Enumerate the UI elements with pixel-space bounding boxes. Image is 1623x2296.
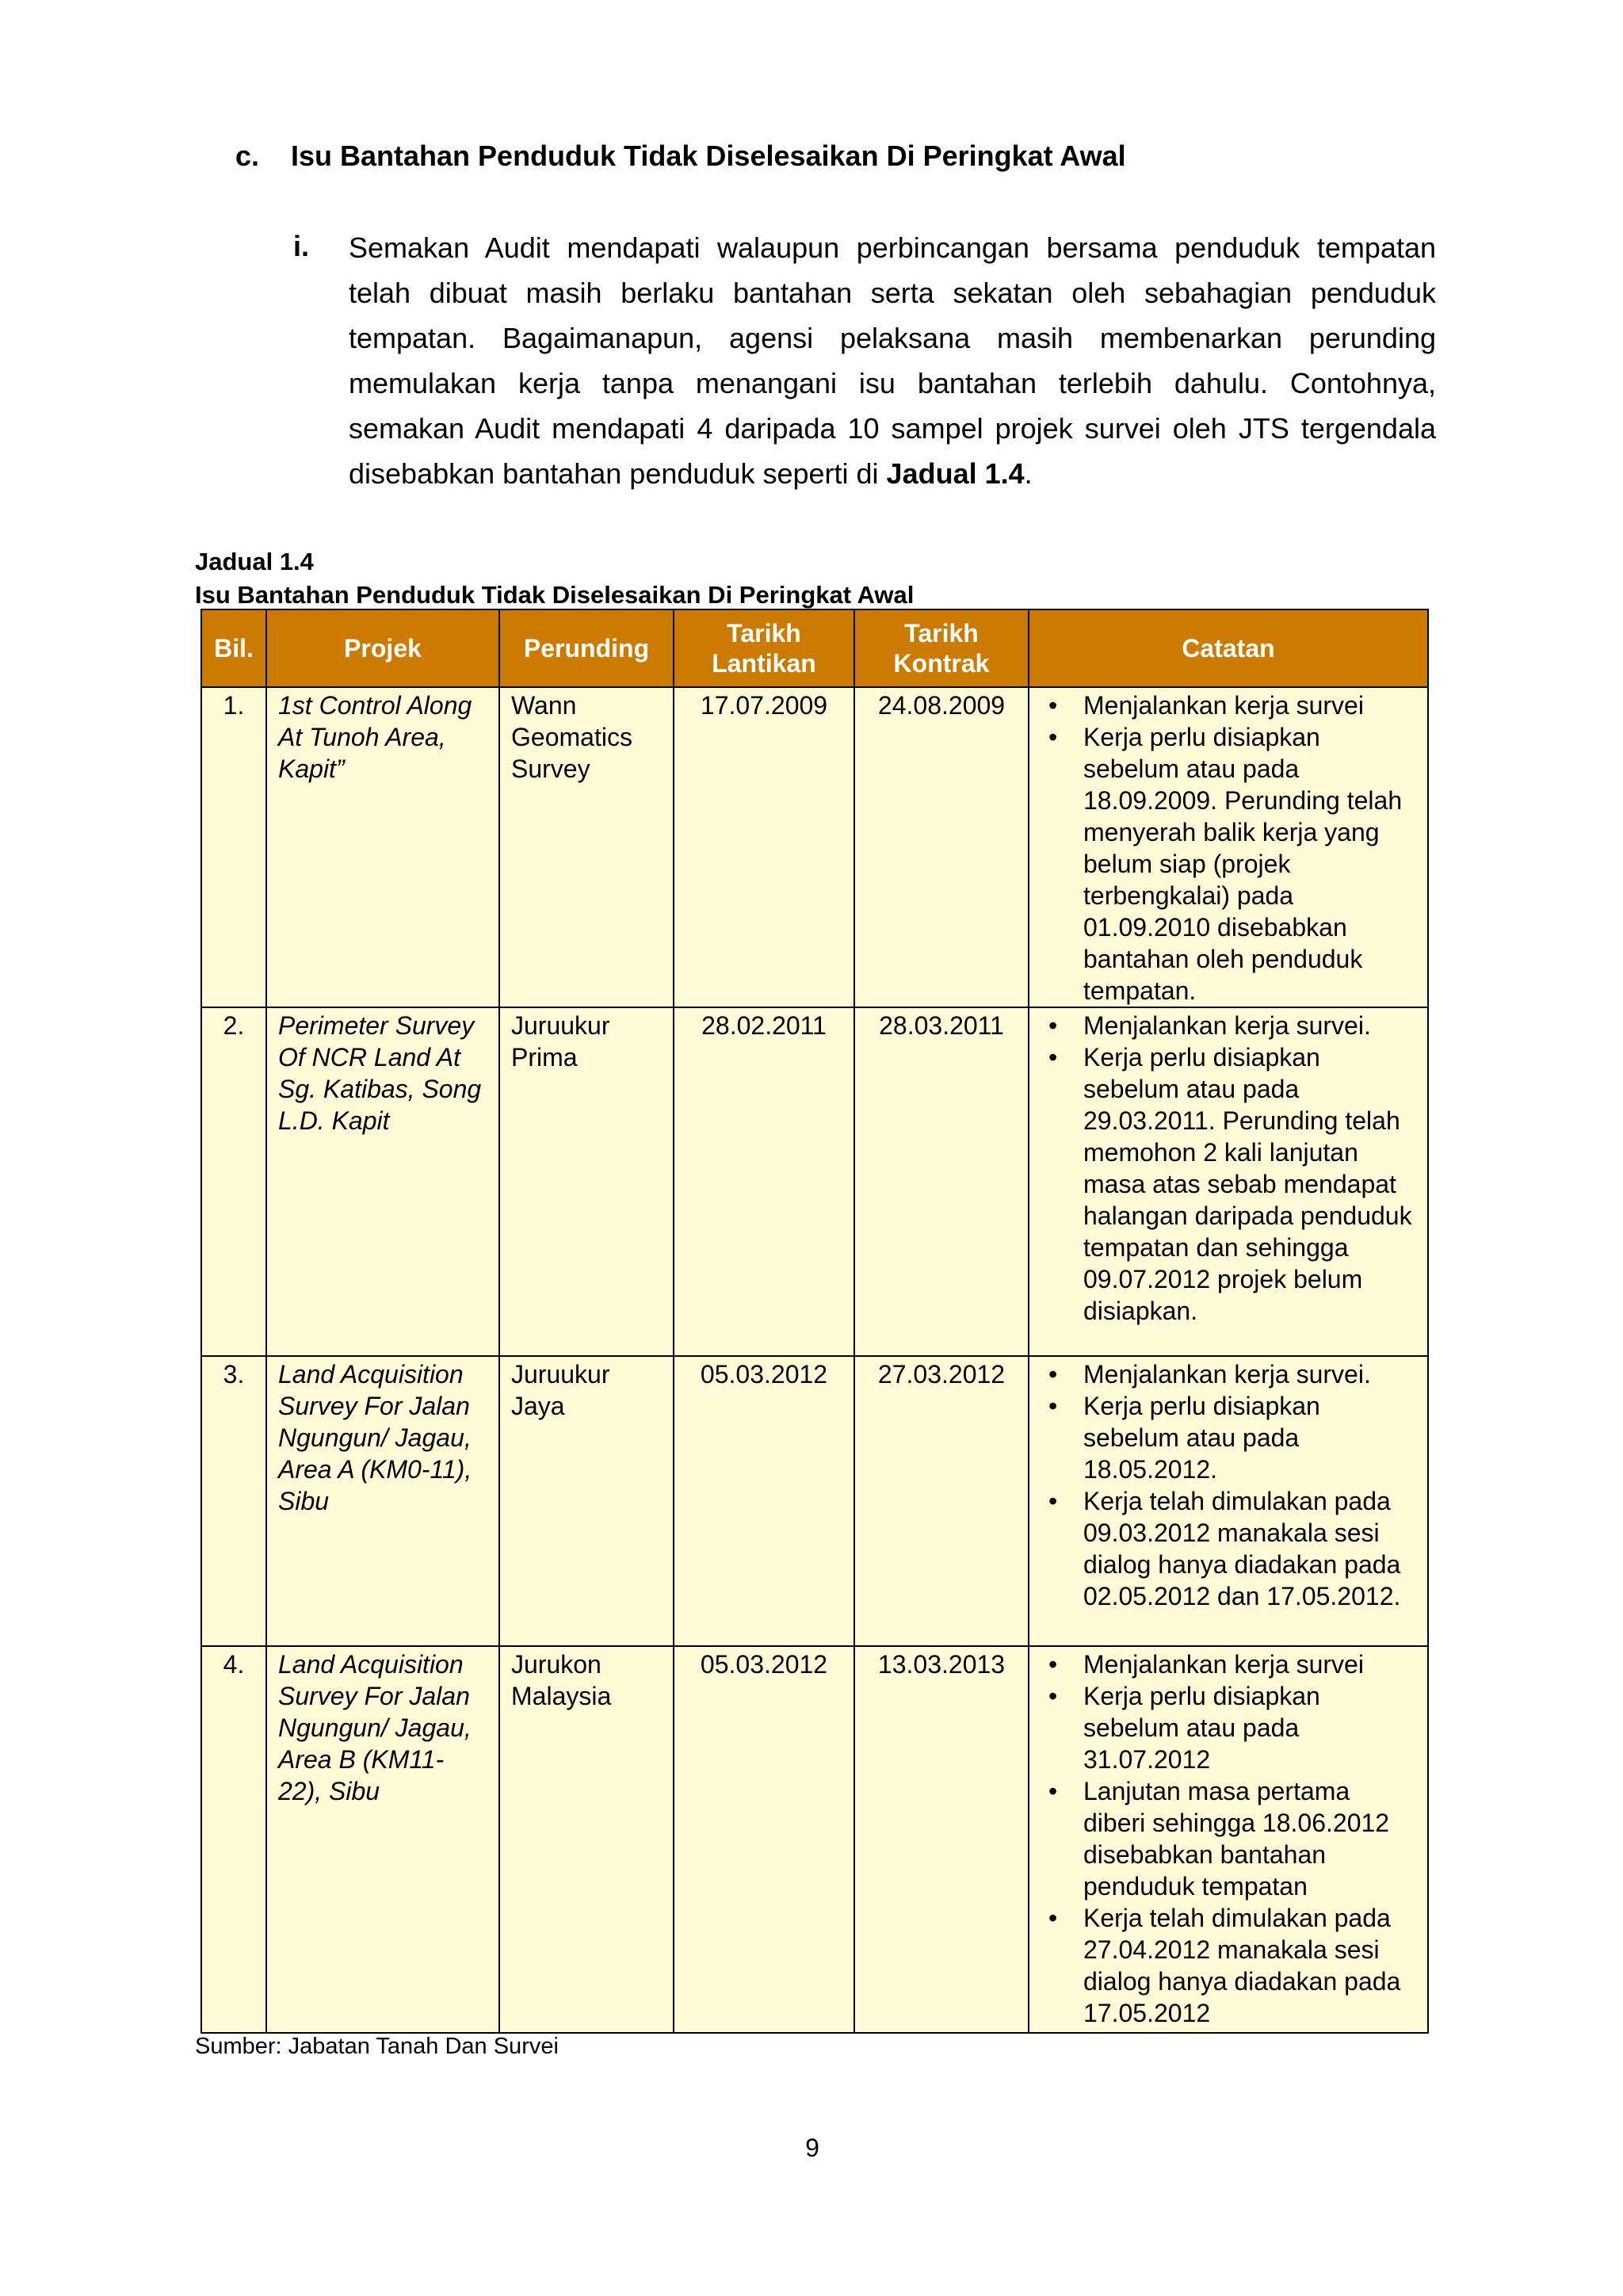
cell-bil: 2. — [201, 1007, 266, 1356]
paragraph-table-ref: Jadual 1.4 — [886, 457, 1025, 490]
catatan-item: • Kerja perlu disiapkan sebelum atau pada 18.05.2012. — [1048, 1390, 1416, 1485]
catatan-item: • Kerja perlu disiapkan sebelum atau pada 18.09.2009. Perunding telah menyerah balik kerja yang belum siap (projek terbengkalai) pada 01.09.2010 disebabkan bantahan oleh penduduk tempatan. — [1048, 721, 1416, 1007]
paragraph-body: Semakan Audit mendapati walaupun perbincangan bersama penduduk tempatan telah dibuat masih berlaku bantahan serta sekatan oleh sebahagian penduduk tempatan. Bagaimanapun, agensi pelaksana masih membenarkan perunding memulakan kerja tanpa menangani isu bantahan terlebih dahulu. Contohnya, semakan Audit mendapati 4 daripada 10 sampel projek survei oleh JTS tergendala disebabkan bantahan penduduk seperti di — [349, 231, 1436, 490]
cell-tarikh-lantikan: 05.03.2012 — [674, 1646, 854, 2033]
cell-tarikh-lantikan: 05.03.2012 — [674, 1356, 854, 1646]
column-header: Perunding — [499, 609, 674, 687]
catatan-item: • Menjalankan kerja survei. — [1048, 1358, 1416, 1390]
table-row — [201, 1007, 1428, 1356]
cell-catatan — [1029, 1356, 1428, 1646]
data-table — [200, 609, 1429, 2034]
paragraph-number: i. — [293, 230, 310, 262]
cell-catatan — [1029, 1007, 1428, 1356]
cell-bil: 3. — [201, 1356, 266, 1646]
cell-tarikh-kontrak: 13.03.2013 — [854, 1646, 1029, 2033]
cell-tarikh-kontrak: 27.03.2012 — [854, 1356, 1029, 1646]
table-source: Sumber: Jabatan Tanah Dan Survei — [195, 2034, 559, 2059]
cell-projek: 1st Control Along At Tunoh Area, Kapit” — [266, 687, 499, 1007]
catatan-item: • Menjalankan kerja survei — [1048, 1648, 1416, 1680]
cell-catatan — [1029, 1646, 1428, 2033]
paragraph-text — [349, 225, 1436, 496]
cell-projek: Perimeter Survey Of NCR Land At Sg. Katibas, Song L.D. Kapit — [266, 1007, 499, 1356]
table-row — [201, 1356, 1428, 1646]
cell-perunding: Jurukon Malaysia — [499, 1646, 674, 2033]
section-letter: c. — [235, 139, 260, 172]
cell-bil: 4. — [201, 1646, 266, 2033]
column-header: Projek — [266, 609, 499, 687]
column-header: Tarikh Kontrak — [854, 609, 1029, 687]
table-header-row — [201, 609, 1428, 687]
table-row — [201, 1646, 1428, 2033]
table-title: Isu Bantahan Penduduk Tidak Diselesaikan Di Peringkat Awal — [195, 581, 915, 609]
cell-tarikh-lantikan: 28.02.2011 — [674, 1007, 854, 1356]
cell-perunding: Wann Geomatics Survey — [499, 687, 674, 1007]
catatan-item: • Lanjutan masa pertama diberi sehingga 18.06.2012 disebabkan bantahan penduduk tempatan — [1048, 1775, 1416, 1902]
catatan-item: • Menjalankan kerja survei. — [1048, 1010, 1416, 1041]
catatan-item: • Menjalankan kerja survei — [1048, 690, 1416, 721]
cell-tarikh-kontrak: 28.03.2011 — [854, 1007, 1029, 1356]
table-caption — [195, 545, 914, 612]
paragraph-end: . — [1024, 457, 1033, 490]
cell-bil: 1. — [201, 687, 266, 1007]
catatan-item: • Kerja perlu disiapkan sebelum atau pada 29.03.2011. Perunding telah memohon 2 kali lanjutan masa atas sebab mendapat halangan daripada penduduk tempatan dan sehingga 09.07.2012 projek belum disiapkan. — [1048, 1041, 1416, 1327]
catatan-item: • Kerja perlu disiapkan sebelum atau pada 31.07.2012 — [1048, 1680, 1416, 1775]
column-header: Tarikh Lantikan — [674, 609, 854, 687]
cell-projek: Land Acquisition Survey For Jalan Ngungun/ Jagau, Area A (KM0-11), Sibu — [266, 1356, 499, 1646]
cell-perunding: Juruukur Prima — [499, 1007, 674, 1356]
section-title: Isu Bantahan Penduduk Tidak Diselesaikan Di Peringkat Awal — [291, 139, 1126, 172]
catatan-item: • Kerja telah dimulakan pada 27.04.2012 manakala sesi dialog hanya diadakan pada 17.05.2012 — [1048, 1902, 1416, 2029]
table-label: Jadual 1.4 — [195, 548, 314, 575]
page-number: 9 — [805, 2134, 819, 2162]
cell-perunding: Juruukur Jaya — [499, 1356, 674, 1646]
section-heading — [235, 139, 1126, 173]
cell-catatan — [1029, 687, 1428, 1007]
table-row — [201, 687, 1428, 1007]
column-header: Bil. — [201, 609, 266, 687]
catatan-item: • Kerja telah dimulakan pada 09.03.2012 manakala sesi dialog hanya diadakan pada 02.05.2012 dan 17.05.2012. — [1048, 1485, 1416, 1612]
cell-tarikh-kontrak: 24.08.2009 — [854, 687, 1029, 1007]
cell-tarikh-lantikan: 17.07.2009 — [674, 687, 854, 1007]
cell-projek: Land Acquisition Survey For Jalan Ngungun/ Jagau, Area B (KM11-22), Sibu — [266, 1646, 499, 2033]
column-header: Catatan — [1029, 609, 1428, 687]
